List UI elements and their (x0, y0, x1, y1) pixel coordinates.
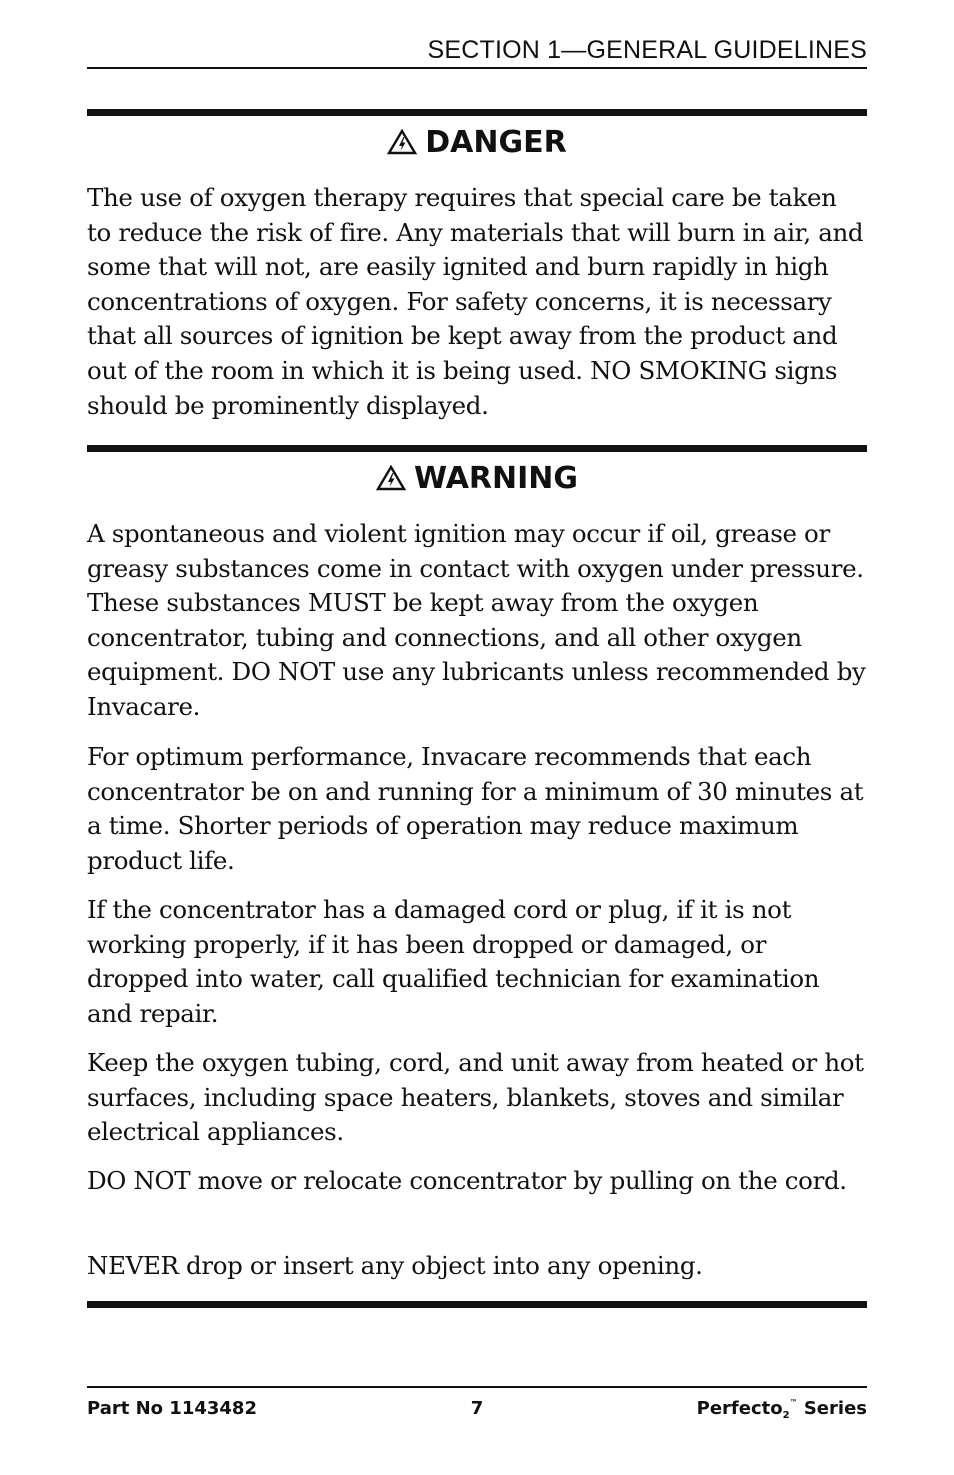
warning-paragraph: For optimum performance, Invacare recommends that each concentrator be on and running for a minimum of 30 minutes at a time. Shorter periods of operation may reduce maximum product life. (87, 742, 864, 875)
header-rule (87, 67, 867, 69)
danger-title: DANGER (425, 125, 567, 160)
warning-paragraph: If the concentrator has a damaged cord or plug, if it is not working properly, if it has been dropped or damaged, or dropped into water, call qualified technician for examination and repair. (87, 895, 820, 1028)
warning-bottom-rule (87, 1301, 867, 1308)
footer-rule (87, 1386, 867, 1388)
warning-heading (87, 461, 867, 497)
product-subscript: 2 (782, 1410, 790, 1421)
warning-paragraph: Keep the oxygen tubing, cord, and unit away from heated or hot surfaces, including space heaters, blankets, stoves and similar electrical appliances. (87, 1048, 864, 1147)
product-name (697, 1398, 867, 1421)
manual-page (87, 0, 867, 1475)
product-suffix: Series (797, 1398, 867, 1419)
danger-text: The use of oxygen therapy requires that special care be taken to reduce the risk of fire. Any materials that will burn in air, and some that will not, are easily ignited and burn rapidly in high concentrations of oxygen. For safety concerns, it is necessary that all sources of ignition be kept away from the product and out of the room in which it is being used. NO SMOKING signs should be prominently displayed. (87, 183, 864, 420)
trademark-symbol: ™ (789, 1398, 798, 1407)
warning-paragraph: DO NOT move or relocate concentrator by pulling on the cord. (87, 1166, 847, 1195)
danger-heading (87, 125, 867, 161)
warning-triangle-icon (387, 129, 417, 155)
product-name-text: Perfecto (696, 1398, 783, 1419)
section-title: SECTION 1—GENERAL GUIDELINES (427, 36, 867, 64)
part-number: Part No 1143482 (87, 1398, 257, 1419)
warning-top-rule (87, 445, 867, 452)
warning-paragraph: A spontaneous and violent ignition may occur if oil, grease or greasy substances come in contact with oxygen under pressure. These substances MUST be kept away from the oxygen concentrator, tubing and connections, and all other oxygen equipment. DO NOT use any lubricants unless recommended by Invacare. (87, 519, 866, 721)
warning-title: WARNING (413, 461, 579, 496)
page-number: 7 (470, 1398, 484, 1419)
danger-top-rule (87, 109, 867, 116)
warning-triangle-icon (376, 465, 406, 491)
warning-paragraph: NEVER drop or insert any object into any opening. (87, 1251, 703, 1280)
